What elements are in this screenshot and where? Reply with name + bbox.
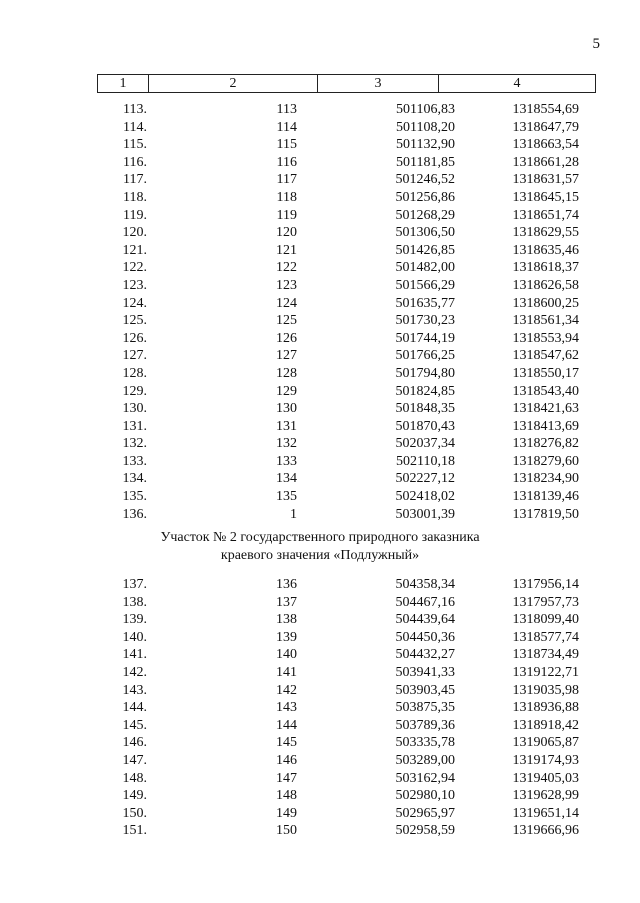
coord-x: 501426,85 [395,242,455,258]
coord-x: 504450,36 [395,629,455,645]
coord-y: 1319405,03 [512,770,579,786]
column-header-4: 4 [439,75,596,93]
coordinates-table-2 [97,576,596,840]
coord-x: 502965,97 [395,805,455,821]
row-number: 147. [122,752,147,768]
table-row [97,312,596,330]
point-number: 115 [276,137,297,153]
coord-x: 503289,00 [395,752,455,768]
row-number: 113. [123,102,147,117]
table-row [97,224,596,242]
coord-y: 1317819,50 [512,506,579,522]
coord-y: 1319628,99 [512,788,579,804]
coord-y: 1319065,87 [512,735,579,751]
coord-x: 504439,64 [395,612,455,628]
coord-x: 501824,85 [395,383,455,399]
coord-x: 503001,39 [395,506,455,522]
point-number: 136 [276,577,297,592]
coord-y: 1318279,60 [512,453,579,469]
coord-y: 1318276,82 [512,436,579,452]
table-row [97,611,596,629]
row-number: 149. [122,788,147,804]
row-number: 129. [122,383,147,399]
coord-x: 501106,83 [396,102,455,117]
table-row [97,717,596,735]
point-number: 145 [276,735,297,751]
coord-y: 1318918,42 [512,717,579,733]
row-number: 125. [122,313,147,329]
coord-y: 1318663,54 [512,137,579,153]
coord-y: 1318651,74 [512,207,579,223]
row-number: 140. [122,629,147,645]
table-row [97,136,596,154]
table-row [97,295,596,313]
coord-y: 1317956,14 [512,577,579,592]
coord-x: 502037,34 [395,436,455,452]
row-number: 114. [123,119,147,135]
point-number: 114 [276,119,297,135]
point-number: 140 [276,647,297,663]
coord-y: 1318626,58 [512,277,579,293]
row-number: 130. [122,401,147,417]
coord-y: 1318234,90 [512,471,579,487]
point-number: 120 [276,225,297,241]
coord-y: 1318139,46 [512,489,579,505]
row-number: 127. [122,348,147,364]
table-row [97,347,596,365]
coord-x: 501246,52 [395,172,455,188]
point-number: 137 [276,594,297,610]
table-row [97,277,596,295]
point-number: 130 [276,401,297,417]
row-number: 143. [122,682,147,698]
coord-x: 503789,36 [395,717,455,733]
column-header-2: 2 [149,75,318,93]
coord-y: 1318629,55 [512,225,579,241]
row-number: 116. [123,154,147,170]
section-title-line-1: Участок № 2 государственного природного заказника [160,530,480,545]
row-number: 141. [122,647,147,663]
table-row [97,330,596,348]
point-number: 141 [276,664,297,680]
coord-y: 1318099,40 [512,612,579,628]
row-number: 150. [122,805,147,821]
column-header-3: 3 [318,75,439,93]
point-number: 122 [276,260,297,276]
point-number: 123 [276,277,297,293]
coord-x: 501108,20 [396,119,455,135]
point-number: 139 [276,629,297,645]
row-number: 118. [123,189,147,205]
coord-x: 501132,90 [396,137,455,153]
row-number: 139. [122,612,147,628]
row-number: 115. [123,137,147,153]
table-row [97,259,596,277]
table-row [97,770,596,788]
table-row [97,664,596,682]
coord-x: 501635,77 [395,295,455,311]
column-header-table [97,74,596,93]
point-number: 142 [276,682,297,698]
point-number: 148 [276,788,297,804]
row-number: 117. [123,172,147,188]
row-number: 121. [122,242,147,258]
point-number: 149 [276,805,297,821]
point-number: 121 [276,242,297,258]
coord-x: 501268,29 [395,207,455,223]
coord-y: 1319035,98 [512,682,579,698]
table-row [97,418,596,436]
row-number: 148. [122,770,147,786]
point-number: 1 [290,506,297,522]
table-row [97,154,596,172]
point-number: 135 [276,489,297,505]
coord-y: 1319651,14 [512,805,579,821]
coord-y: 1318645,15 [512,189,579,205]
coord-y: 1318600,25 [512,295,579,311]
row-number: 131. [122,418,147,434]
point-number: 131 [276,418,297,434]
row-number: 120. [122,225,147,241]
point-number: 129 [276,383,297,399]
coord-x: 501870,43 [395,418,455,434]
coord-x: 501766,25 [395,348,455,364]
table-row [97,805,596,823]
table-row [97,646,596,664]
coord-x: 504358,34 [395,577,455,592]
row-number: 123. [122,277,147,293]
coord-x: 501744,19 [395,330,455,346]
coord-y: 1318635,46 [512,242,579,258]
point-number: 143 [276,700,297,716]
coord-x: 504467,16 [395,594,455,610]
row-number: 138. [122,594,147,610]
coord-y: 1318936,88 [512,700,579,716]
row-number: 137. [122,577,147,592]
point-number: 146 [276,752,297,768]
coord-x: 502418,02 [395,489,455,505]
table-row [97,699,596,717]
coord-x: 502110,18 [396,453,455,469]
section-title-line-2: краевого значения «Подлужный» [220,548,420,563]
coord-y: 1318734,49 [512,647,579,663]
point-number: 134 [276,471,297,487]
page-number: 5 [592,36,600,52]
point-number: 126 [276,330,297,346]
coord-x: 503903,45 [395,682,455,698]
table-row [97,822,596,840]
row-number: 134. [122,471,147,487]
table-row [97,734,596,752]
point-number: 117 [276,172,297,188]
column-header-1: 1 [98,75,149,93]
table-row [97,435,596,453]
table-row [97,488,596,506]
column-header-row [98,75,596,93]
coord-x: 501256,86 [395,189,455,205]
point-number: 150 [276,823,297,839]
coord-y: 1318554,69 [512,102,579,117]
coord-x: 501730,23 [395,313,455,329]
table-row [97,576,596,594]
point-number: 147 [276,770,297,786]
coord-x: 501181,85 [396,154,455,170]
point-number: 127 [276,348,297,364]
table-row [97,171,596,189]
row-number: 142. [122,664,147,680]
point-number: 138 [276,612,297,628]
table-row [97,682,596,700]
point-number: 128 [276,365,297,381]
row-number: 126. [122,330,147,346]
table-row [97,594,596,612]
row-number: 119. [123,207,147,223]
point-number: 125 [276,313,297,329]
table-row [97,629,596,647]
coord-x: 503162,94 [395,770,455,786]
coord-x: 501482,00 [395,260,455,276]
coordinates-table-1 [97,101,596,523]
row-number: 135. [122,489,147,505]
table-row [97,470,596,488]
coord-x: 503941,33 [395,664,455,680]
point-number: 124 [276,295,297,311]
coord-x: 502958,59 [395,823,455,839]
point-number: 133 [276,453,297,469]
coord-x: 502227,12 [395,471,455,487]
coord-x: 501566,29 [395,277,455,293]
table-row [97,189,596,207]
coord-y: 1318631,57 [512,172,579,188]
coord-y: 1319666,96 [512,823,579,839]
coord-x: 501306,50 [395,225,455,241]
point-number: 118 [276,189,297,205]
row-number: 136. [122,506,147,522]
coord-y: 1319174,93 [512,752,579,768]
table-row [97,207,596,225]
row-number: 132. [122,436,147,452]
table-row [97,365,596,383]
coord-y: 1318661,28 [512,154,579,170]
row-number: 128. [122,365,147,381]
row-number: 144. [122,700,147,716]
point-number: 113 [276,102,297,117]
coord-y: 1318647,79 [512,119,579,135]
row-number: 133. [122,453,147,469]
point-number: 132 [276,436,297,452]
coord-y: 1319122,71 [512,664,579,680]
row-number: 146. [122,735,147,751]
coord-y: 1318550,17 [512,365,579,381]
coord-x: 501848,35 [395,401,455,417]
coord-y: 1318421,63 [512,401,579,417]
coord-y: 1318618,37 [512,260,579,276]
table-row [97,101,596,119]
table-row [97,242,596,260]
row-number: 151. [122,823,147,839]
point-number: 116 [276,154,297,170]
table-row [97,119,596,137]
coord-x: 502980,10 [395,788,455,804]
table-row [97,506,596,524]
coord-y: 1318553,94 [512,330,579,346]
table-row [97,400,596,418]
section-title [0,529,640,565]
table-row [97,787,596,805]
row-number: 145. [122,717,147,733]
point-number: 119 [276,207,297,223]
coord-x: 503875,35 [395,700,455,716]
coord-y: 1318413,69 [512,418,579,434]
coord-y: 1318561,34 [512,313,579,329]
table-row [97,453,596,471]
coord-y: 1318577,74 [512,629,579,645]
coord-y: 1317957,73 [512,594,579,610]
coord-y: 1318547,62 [512,348,579,364]
point-number: 144 [276,717,297,733]
coord-x: 503335,78 [395,735,455,751]
coord-x: 504432,27 [395,647,455,663]
table-row [97,383,596,401]
table-row [97,752,596,770]
row-number: 122. [122,260,147,276]
row-number: 124. [122,295,147,311]
coord-x: 501794,80 [395,365,455,381]
coord-y: 1318543,40 [512,383,579,399]
